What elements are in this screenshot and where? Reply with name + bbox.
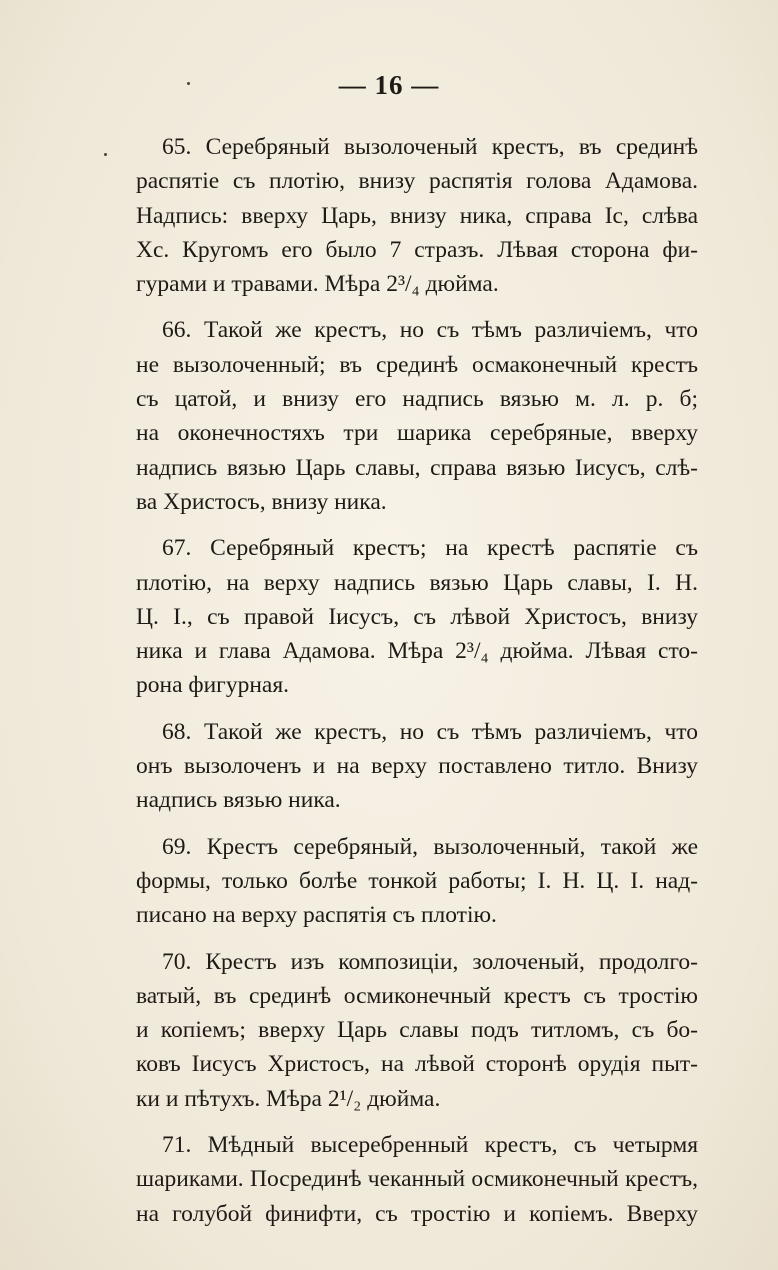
- entry-67: [136, 531, 698, 702]
- text-line: гурами и травами. Мѣра 2³/₄ дюйма.: [136, 271, 499, 298]
- text-line: 68. Такой же крестъ, но съ тѣмъ различіемъ, что: [162, 718, 698, 745]
- text-line: 67. Серебряный крестъ; на крестѣ распятіе съ: [162, 535, 698, 562]
- text-line: и копіемъ; вверху Царь славы подъ титломъ, съ бо-: [136, 1017, 698, 1044]
- text-line: не вызолоченный; въ срединѣ осмаконечный крестъ: [136, 351, 698, 378]
- text-line: формы, только болѣе тонкой работы; І. Н. Ц. І. над-: [136, 867, 698, 894]
- text-line: 69. Крестъ серебряный, вызолоченный, такой же: [162, 833, 698, 860]
- page-number: — 16 —: [338, 70, 440, 100]
- text-line: 71. Мѣдный высеребренный крестъ, съ четырмя: [162, 1132, 698, 1159]
- text-line: съ цатой, и внизу его надпись вязью м. л. р. б;: [136, 386, 698, 413]
- ink-speck: [104, 153, 107, 156]
- text-line: надпись вязью ника.: [136, 787, 341, 814]
- text-line: рона фигурная.: [136, 672, 290, 699]
- text-line: 66. Такой же крестъ, но съ тѣмъ различіемъ, что: [162, 317, 698, 344]
- page-body: [136, 130, 698, 1243]
- entry-66: [136, 313, 698, 519]
- text-line: Надпись: вверху Царь, внизу ника, справа Іс, слѣва: [136, 202, 698, 229]
- text-line: онъ вызолоченъ и на верху поставлено титло. Внизу: [136, 753, 698, 780]
- text-line: на оконечностяхъ три шарика серебряные, вверху: [136, 420, 698, 447]
- text-line: надпись вязью Царь славы, справа вязью Іисусъ, слѣ-: [136, 454, 698, 481]
- text-line: ника и глава Адамова. Мѣра 2³/₄ дюйма. Лѣвая сто-: [136, 638, 698, 665]
- text-line: плотію, на верху надпись вязью Царь славы, І. Н.: [136, 569, 698, 596]
- entry-71: [136, 1128, 698, 1231]
- entry-70: [136, 945, 698, 1116]
- entry-68: [136, 715, 698, 818]
- text-line: 70. Крестъ изъ композиціи, золоченый, продолго-: [162, 948, 698, 975]
- text-line: на голубой финифти, съ тростію и копіемъ. Вверху: [136, 1200, 698, 1227]
- text-line: ки и пѣтухъ. Мѣра 2¹/₂ дюйма.: [136, 1085, 441, 1112]
- text-line: ковъ Іисусъ Христосъ, на лѣвой сторонѣ орудія пыт-: [136, 1051, 698, 1078]
- text-line: Хс. Кругомъ его было 7 стразъ. Лѣвая сторона фи-: [136, 236, 698, 263]
- entry-65: [136, 130, 698, 301]
- entry-69: [136, 830, 698, 933]
- text-line: шариками. Посрединѣ чеканный осмиконечный крестъ,: [136, 1166, 698, 1193]
- text-line: Ц. І., съ правой Іисусъ, съ лѣвой Христосъ, внизу: [136, 603, 698, 630]
- text-line: писано на верху распятія съ плотію.: [136, 902, 497, 929]
- text-line: ва Христосъ, внизу ника.: [136, 488, 387, 515]
- text-line: ватый, въ срединѣ осмиконечный крестъ съ тростію: [136, 982, 698, 1009]
- text-line: 65. Серебряный вызолоченый крестъ, въ срединѣ: [162, 134, 698, 160]
- text-line: распятіе съ плотію, внизу распятія голова Адамова.: [136, 168, 698, 195]
